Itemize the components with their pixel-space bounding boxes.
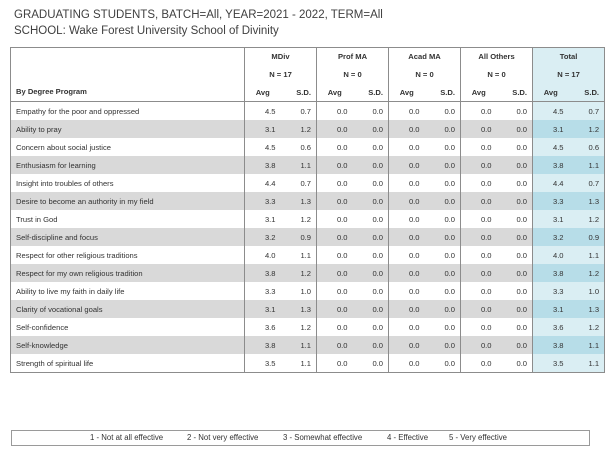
- avg-cell: 3.8: [245, 156, 281, 174]
- sd-cell: 0.0: [497, 102, 533, 121]
- sd-cell: 0.0: [353, 156, 389, 174]
- avg-cell: 3.8: [245, 336, 281, 354]
- avg-cell: 3.1: [264, 214, 276, 224]
- avg-cell: 3.1: [533, 120, 569, 138]
- table-row: [11, 300, 605, 318]
- sd-cell: 0.0: [353, 282, 389, 300]
- table-row: [11, 264, 605, 282]
- avg-cell: 3.1: [533, 300, 569, 318]
- row-label: Ability to pray: [11, 120, 245, 138]
- avg-cell: 3.3: [245, 192, 281, 210]
- avg-cell: 4.5: [245, 102, 281, 121]
- sd-cell: 0.9: [281, 228, 317, 246]
- sd-cell: 0.0: [425, 174, 461, 192]
- avg-cell: 3.3: [533, 282, 569, 300]
- row-label: Desire to become an authority in my field: [11, 192, 245, 210]
- report-title: GRADUATING STUDENTS, BATCH=All, YEAR=2021 - 2022, TERM=All: [14, 9, 383, 21]
- sd-cell: 0.0: [497, 354, 533, 373]
- sd-header: S.D.: [569, 84, 605, 102]
- group-count: N = 0: [317, 66, 389, 84]
- sd-cell: 0.0: [353, 300, 389, 318]
- avg-cell: 3.8: [245, 264, 281, 282]
- sd-cell: 0.0: [425, 354, 461, 373]
- legend-item: 1 - Not at all effective: [90, 433, 164, 442]
- sd-cell: 1.0: [281, 282, 317, 300]
- row-label: Self-confidence: [11, 318, 245, 336]
- sd-cell: 0.0: [425, 246, 461, 264]
- sd-cell: 0.0: [497, 174, 533, 192]
- sd-cell: 1.1: [569, 246, 605, 264]
- avg-cell: 0.0: [461, 156, 497, 174]
- avg-cell: 0.0: [480, 142, 492, 152]
- row-label: Self-knowledge: [11, 336, 245, 354]
- group-count: N = 0: [461, 66, 533, 84]
- sd-cell: 0.0: [353, 354, 389, 373]
- row-label: Ability to live my faith in daily life: [11, 282, 245, 300]
- avg-cell: 0.0: [461, 336, 497, 354]
- avg-header: Avg: [471, 87, 486, 97]
- avg-cell: 0.0: [389, 102, 425, 121]
- sd-header: S.D.: [353, 84, 389, 102]
- table-row: [11, 156, 605, 174]
- sd-cell: 1.3: [569, 300, 605, 318]
- table-row: [11, 102, 605, 121]
- sd-cell: 0.0: [425, 318, 461, 336]
- sd-cell: 0.0: [353, 120, 389, 138]
- sd-cell: 1.3: [569, 192, 605, 210]
- avg-cell: 3.6: [533, 318, 569, 336]
- sd-cell: 1.1: [569, 156, 605, 174]
- sd-cell: 1.3: [281, 192, 317, 210]
- row-label: Trust in God: [11, 210, 245, 228]
- sd-cell: 0.0: [353, 192, 389, 210]
- sd-cell: 1.1: [281, 354, 317, 373]
- sd-cell: 0.0: [353, 228, 389, 246]
- avg-cell: 0.0: [336, 250, 348, 260]
- avg-cell: 0.0: [461, 102, 497, 121]
- avg-header: Avg: [533, 84, 569, 102]
- group-name: Total: [533, 48, 605, 66]
- avg-cell: 0.0: [317, 192, 353, 210]
- results-table: [10, 47, 605, 373]
- avg-cell: 4.4: [264, 178, 276, 188]
- avg-cell: 0.0: [461, 300, 497, 318]
- legend-item: 2 - Not very effective: [187, 433, 259, 442]
- avg-cell: 0.0: [408, 178, 420, 188]
- avg-cell: 0.0: [389, 192, 425, 210]
- group-name: All Others: [461, 48, 533, 66]
- sd-cell: 0.0: [425, 156, 461, 174]
- avg-cell: 0.0: [336, 286, 348, 296]
- avg-cell: 0.0: [317, 120, 353, 138]
- sd-cell: 1.1: [281, 336, 317, 354]
- avg-cell: 0.0: [480, 286, 492, 296]
- sd-cell: 0.0: [497, 246, 533, 264]
- sd-cell: 1.2: [569, 264, 605, 282]
- sd-cell: 1.1: [281, 156, 317, 174]
- avg-cell: 0.0: [480, 322, 492, 332]
- sd-cell: 1.2: [281, 264, 317, 282]
- avg-cell: 0.0: [336, 322, 348, 332]
- sd-cell: 0.0: [425, 282, 461, 300]
- table-row: [11, 246, 605, 264]
- avg-cell: 0.0: [408, 286, 420, 296]
- table-row: [11, 174, 605, 192]
- sd-cell: 0.0: [497, 138, 533, 156]
- sd-cell: 0.0: [497, 192, 533, 210]
- sd-cell: 0.0: [497, 210, 533, 228]
- avg-cell: 0.0: [389, 300, 425, 318]
- avg-cell: 0.0: [408, 142, 420, 152]
- legend-item: 3 - Somewhat effective: [283, 433, 363, 442]
- sd-cell: 0.0: [425, 102, 461, 121]
- sd-cell: 0.0: [497, 282, 533, 300]
- sd-cell: 0.0: [425, 228, 461, 246]
- avg-cell: 0.0: [461, 354, 497, 373]
- sd-cell: 1.3: [281, 300, 317, 318]
- avg-cell: 0.0: [461, 120, 497, 138]
- row-label: Enthusiasm for learning: [11, 156, 245, 174]
- group-name: Prof MA: [317, 48, 389, 66]
- sd-cell: 1.2: [569, 120, 605, 138]
- sd-cell: 0.0: [353, 102, 389, 121]
- avg-cell: 3.1: [245, 120, 281, 138]
- sd-cell: 0.0: [425, 138, 461, 156]
- row-label: Respect for other religious traditions: [11, 246, 245, 264]
- avg-cell: 0.0: [317, 102, 353, 121]
- avg-cell: 0.0: [480, 250, 492, 260]
- legend-item: 5 - Very effective: [449, 433, 507, 442]
- avg-cell: 3.3: [264, 286, 276, 296]
- table-row: [11, 192, 605, 210]
- row-label: Respect for my own religious tradition: [11, 264, 245, 282]
- sd-cell: 0.0: [425, 300, 461, 318]
- avg-cell: 0.0: [317, 228, 353, 246]
- avg-cell: 0.0: [317, 156, 353, 174]
- avg-cell: 0.0: [389, 354, 425, 373]
- avg-cell: 3.1: [245, 300, 281, 318]
- sd-cell: 0.6: [569, 138, 605, 156]
- sd-cell: 1.0: [569, 282, 605, 300]
- sd-cell: 0.7: [569, 174, 605, 192]
- group-name: Acad MA: [389, 48, 461, 66]
- avg-cell: 0.0: [389, 120, 425, 138]
- avg-cell: 3.8: [533, 336, 569, 354]
- row-label: Self-discipline and focus: [11, 228, 245, 246]
- avg-cell: 0.0: [408, 214, 420, 224]
- avg-cell: 3.8: [533, 264, 569, 282]
- table-row: [11, 228, 605, 246]
- sd-cell: 1.2: [281, 120, 317, 138]
- avg-cell: 4.5: [533, 138, 569, 156]
- table-row: [11, 138, 605, 156]
- avg-cell: 4.5: [264, 142, 276, 152]
- sd-header: S.D.: [497, 84, 533, 102]
- sd-cell: 0.0: [497, 228, 533, 246]
- table-row: [11, 210, 605, 228]
- sd-cell: 0.0: [497, 318, 533, 336]
- avg-cell: 0.0: [317, 336, 353, 354]
- sd-cell: 0.0: [497, 300, 533, 318]
- row-header: By Degree Program: [11, 48, 245, 102]
- avg-cell: 0.0: [408, 322, 420, 332]
- avg-header: Avg: [399, 87, 414, 97]
- table-row: [11, 120, 605, 138]
- avg-cell: 3.2: [533, 228, 569, 246]
- table-row: [11, 282, 605, 300]
- avg-header: Avg: [327, 87, 342, 97]
- sd-cell: 1.2: [281, 210, 317, 228]
- sd-cell: 1.2: [281, 318, 317, 336]
- avg-cell: 0.0: [389, 228, 425, 246]
- avg-cell: 0.0: [317, 354, 353, 373]
- sd-cell: 0.7: [281, 102, 317, 121]
- rating-legend: [11, 430, 590, 446]
- avg-cell: 0.0: [317, 264, 353, 282]
- avg-cell: 0.0: [480, 214, 492, 224]
- sd-cell: 1.1: [569, 354, 605, 373]
- sd-cell: 1.2: [569, 318, 605, 336]
- avg-cell: 4.0: [533, 246, 569, 264]
- avg-cell: 3.2: [245, 228, 281, 246]
- avg-cell: 0.0: [336, 214, 348, 224]
- group-name: MDiv: [245, 48, 317, 66]
- sd-cell: 0.0: [353, 336, 389, 354]
- avg-cell: 0.0: [408, 250, 420, 260]
- avg-cell: 0.0: [461, 228, 497, 246]
- avg-cell: 4.0: [264, 250, 276, 260]
- avg-header: Avg: [255, 87, 270, 97]
- avg-cell: 0.0: [480, 178, 492, 188]
- avg-cell: 0.0: [336, 142, 348, 152]
- group-count: N = 17: [245, 66, 317, 84]
- sd-cell: 0.0: [353, 138, 389, 156]
- group-count: N = 0: [389, 66, 461, 84]
- sd-header: S.D.: [425, 84, 461, 102]
- sd-cell: 1.2: [569, 210, 605, 228]
- sd-cell: 0.0: [425, 192, 461, 210]
- sd-cell: 0.0: [425, 120, 461, 138]
- sd-cell: 1.1: [281, 246, 317, 264]
- avg-cell: 4.5: [533, 102, 569, 121]
- sd-cell: 0.0: [497, 120, 533, 138]
- table-row: [11, 354, 605, 373]
- avg-cell: 3.8: [533, 156, 569, 174]
- avg-cell: 0.0: [461, 264, 497, 282]
- table-row: [11, 336, 605, 354]
- avg-cell: 0.0: [317, 300, 353, 318]
- avg-cell: 0.0: [336, 178, 348, 188]
- school-name: SCHOOL: Wake Forest University School of Divinity: [14, 25, 279, 37]
- sd-cell: 0.0: [497, 156, 533, 174]
- row-label: Clarity of vocational goals: [11, 300, 245, 318]
- row-label: Empathy for the poor and oppressed: [11, 102, 245, 121]
- sd-header: S.D.: [281, 84, 317, 102]
- avg-cell: 0.0: [389, 336, 425, 354]
- sd-cell: 0.0: [353, 318, 389, 336]
- sd-cell: 0.0: [353, 174, 389, 192]
- avg-cell: 3.3: [533, 192, 569, 210]
- legend-item: 4 - Effective: [387, 433, 429, 442]
- row-label: Strength of spiritual life: [11, 354, 245, 373]
- avg-cell: 3.5: [533, 354, 569, 373]
- table-row: [11, 318, 605, 336]
- sd-cell: 0.7: [569, 102, 605, 121]
- avg-cell: 0.0: [389, 156, 425, 174]
- avg-cell: 0.0: [389, 264, 425, 282]
- sd-cell: 0.0: [497, 264, 533, 282]
- avg-cell: 0.0: [461, 192, 497, 210]
- sd-cell: 0.0: [497, 336, 533, 354]
- sd-cell: 0.6: [281, 138, 317, 156]
- sd-cell: 0.0: [353, 246, 389, 264]
- sd-cell: 0.9: [569, 228, 605, 246]
- avg-cell: 3.1: [533, 210, 569, 228]
- sd-cell: 0.7: [281, 174, 317, 192]
- avg-cell: 4.4: [533, 174, 569, 192]
- group-count: N = 17: [533, 66, 605, 84]
- avg-cell: 3.5: [245, 354, 281, 373]
- avg-cell: 3.6: [264, 322, 276, 332]
- row-label: Concern about social justice: [11, 138, 245, 156]
- sd-cell: 0.0: [425, 210, 461, 228]
- sd-cell: 1.1: [569, 336, 605, 354]
- row-label: Insight into troubles of others: [11, 174, 245, 192]
- sd-cell: 0.0: [425, 264, 461, 282]
- sd-cell: 0.0: [353, 210, 389, 228]
- sd-cell: 0.0: [425, 336, 461, 354]
- sd-cell: 0.0: [353, 264, 389, 282]
